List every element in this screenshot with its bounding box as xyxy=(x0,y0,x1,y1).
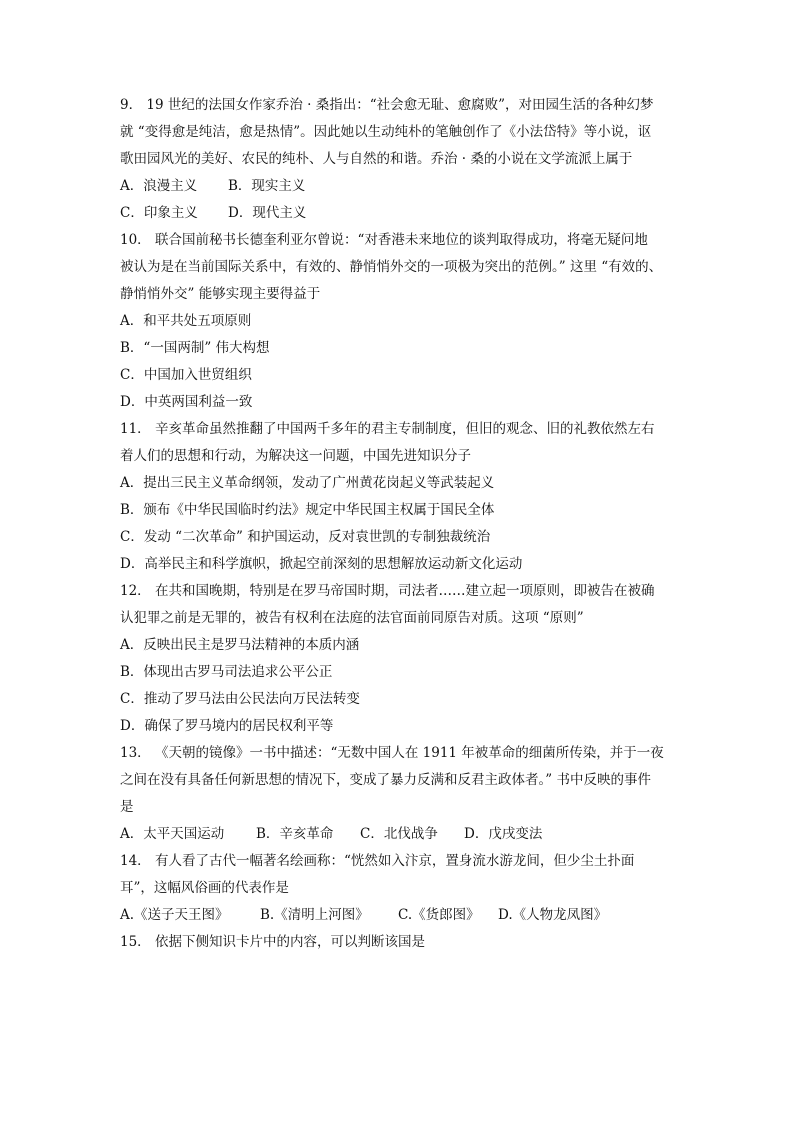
option-row xyxy=(120,821,680,848)
question-text-line: 之间在没有具备任何新思想的情况下，变成了暴力反满和反君主政体者。” 书中反映的事件 xyxy=(120,772,651,788)
option-d: D．中英两国利益一致 xyxy=(120,394,253,410)
question-text-line: 歌田园风光的美好、农民的纯朴、人与自然的和谐。乔治 · 桑的小说在文学流派上属于 xyxy=(120,151,633,167)
option-c: C．北伐战争 xyxy=(360,826,438,842)
option-d: D．确保了罗马境内的居民权利平等 xyxy=(120,718,334,734)
question-text-line: 被认为是在当前国际关系中，有效的、静悄悄外交的一项极为突出的范例。” 这里 “有效的、 xyxy=(120,259,663,275)
question-text-line: 9． 19 世纪的法国女作家乔治 · 桑指出：“社会愈无耻、愈腐败”，对田园生活的各种幻梦 xyxy=(120,97,654,113)
question-text-line: 10． 联合国前秘书长德奎利亚尔曾说：“对香港未来地位的谈判取得成功，将毫无疑问地 xyxy=(120,232,648,248)
option-a: A．浪漫主义 xyxy=(120,178,198,194)
question-text-line: 11． 辛亥革命虽然推翻了中国两千多年的君主专制制度，但旧的观念、旧的礼教依然左右 xyxy=(120,421,655,437)
question-13 xyxy=(120,740,680,848)
option-c: C．推动了罗马法由公民法向万民法转变 xyxy=(120,691,360,707)
option-a: A.《送子天王图》 xyxy=(120,907,229,923)
option-row xyxy=(120,173,680,200)
option-d: D．高举民主和科学旗帜，掀起空前深刻的思想解放运动新文化运动 xyxy=(120,556,523,572)
question-12 xyxy=(120,578,680,740)
option-b: B.《清明上河图》 xyxy=(260,907,369,923)
question-text-line: 着人们的思想和行动，为解决这一问题，中国先进知识分子 xyxy=(120,448,471,464)
question-list xyxy=(120,92,680,956)
question-text-line: 14． 有人看了古代一幅著名绘画称：“恍然如入汴京，置身流水游龙间，但少尘土扑面 xyxy=(120,853,635,869)
option-a: A．太平天国运动 xyxy=(120,826,225,842)
question-9 xyxy=(120,92,680,227)
option-d: D．戊戌变法 xyxy=(464,826,543,842)
option-d: D．现代主义 xyxy=(228,205,307,221)
option-b: B．颁布《中华民国临时约法》规定中华民国主权属于国民全体 xyxy=(120,502,495,518)
option-row xyxy=(120,200,680,227)
option-c: C．发动 “二次革命” 和护国运动，反对袁世凯的专制独裁统治 xyxy=(120,529,491,545)
option-row xyxy=(120,902,680,929)
question-10 xyxy=(120,227,680,416)
option-c: C．印象主义 xyxy=(120,205,198,221)
question-text-line: 认犯罪之前是无罪的，被告有权利在法庭的法官面前同原告对质。这项 “原则” xyxy=(120,610,584,626)
option-d: D.《人物龙凤图》 xyxy=(498,907,608,923)
option-a: A．提出三民主义革命纲领，发动了广州黄花岗起义等武装起义 xyxy=(120,475,495,491)
question-text-line: 静悄悄外交” 能够实现主要得益于 xyxy=(120,286,321,302)
option-b: B．体现出古罗马司法追求公平公正 xyxy=(120,664,333,680)
question-text-line: 13． 《天朝的镜像》一书中描述：“无数中国人在 1911 年被革命的细菌所传染，并于一夜 xyxy=(120,745,664,761)
question-text-line: 耳”，这幅风俗画的代表作是 xyxy=(120,880,289,896)
question-14 xyxy=(120,848,680,929)
option-b: B．现实主义 xyxy=(228,178,306,194)
question-text-line: 12． 在共和国晚期，特别是在罗马帝国时期，司法者……建立起一项原则，即被告在被确 xyxy=(120,583,655,599)
option-a: A．和平共处五项原则 xyxy=(120,313,252,329)
question-text-line: 是 xyxy=(120,799,134,815)
option-c: C.《货郎图》 xyxy=(398,907,480,923)
option-b: B．辛亥革命 xyxy=(256,826,334,842)
option-a: A．反映出民主是罗马法精神的本质内涵 xyxy=(120,637,360,653)
question-text-line: 15． 依据下侧知识卡片中的内容，可以判断该国是 xyxy=(120,934,425,950)
option-c: C．中国加入世贸组织 xyxy=(120,367,252,383)
option-b: B．“一国两制” 伟大构想 xyxy=(120,340,270,356)
question-15 xyxy=(120,929,680,956)
question-11 xyxy=(120,416,680,578)
question-text-line: 就 “变得愈是纯洁，愈是热情”。因此她以生动纯朴的笔触创作了《小法岱特》等小说，讴 xyxy=(120,124,652,140)
